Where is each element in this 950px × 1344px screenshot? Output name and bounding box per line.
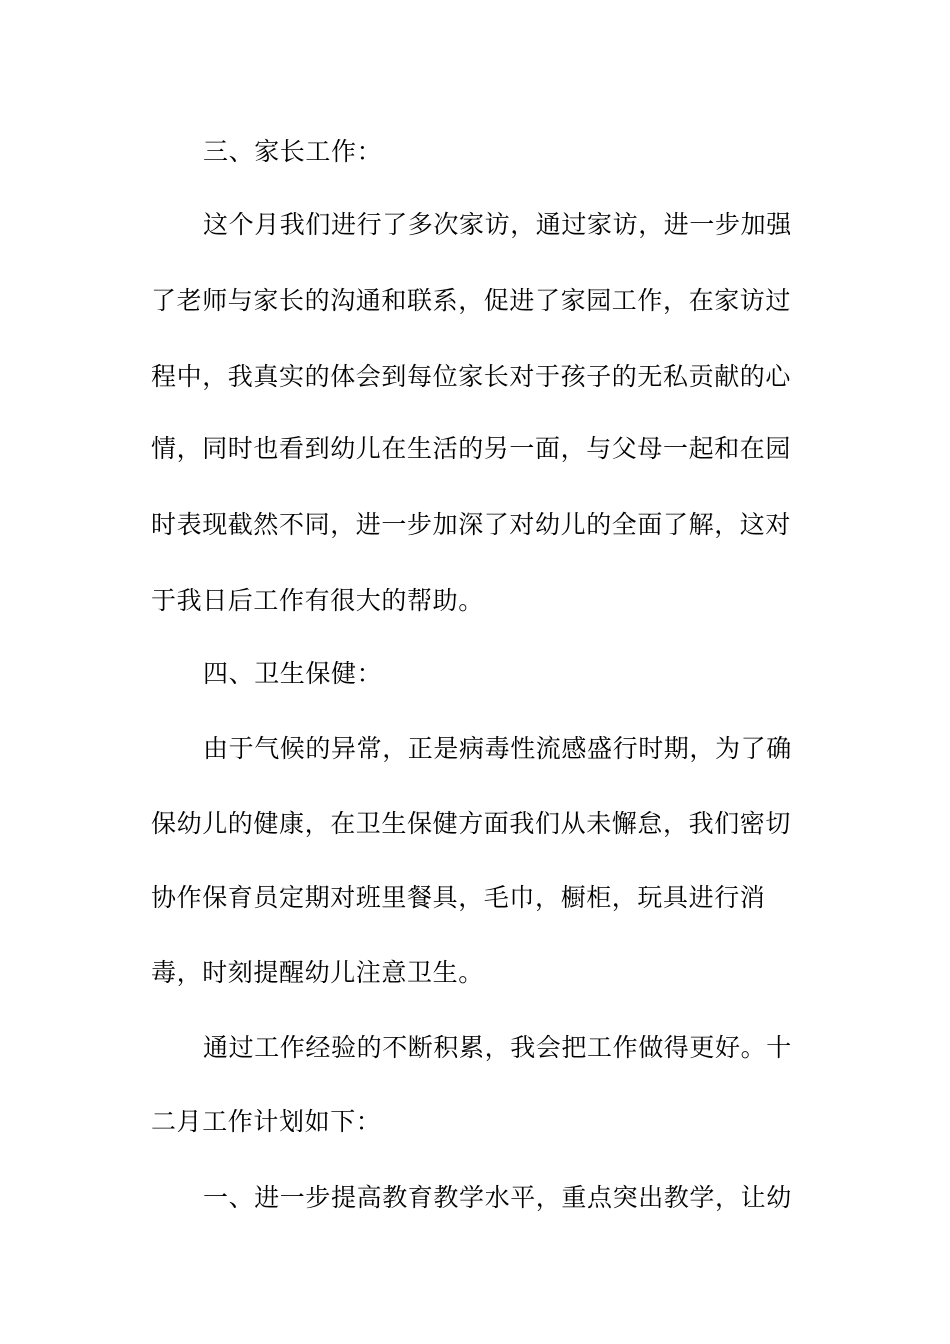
paragraph-line: 协作保育员定期对班里餐具，毛巾，橱柜，玩具进行消 xyxy=(151,883,766,912)
paragraph-line: 由于气候的异常，正是病毒性流感盛行时期，为了确 xyxy=(203,734,792,763)
paragraph-line: 通过工作经验的不断积累，我会把工作做得更好。十 xyxy=(203,1033,792,1062)
section-heading-health-care: 四、卫生保健： xyxy=(203,659,383,688)
paragraph-line: 二月工作计划如下： xyxy=(151,1107,382,1136)
paragraph-line: 程中，我真实的体会到每位家长对于孩子的无私贡献的心 xyxy=(151,362,792,391)
paragraph-line: 保幼儿的健康，在卫生保健方面我们从未懈怠，我们密切 xyxy=(151,809,792,838)
section-heading-parent-work: 三、家长工作： xyxy=(203,137,383,166)
paragraph-line: 毒，时刻提醒幼儿注意卫生。 xyxy=(151,958,484,987)
paragraph-line: 了老师与家长的沟通和联系，促进了家园工作，在家访过 xyxy=(151,286,792,315)
paragraph-line: 时表现截然不同，进一步加深了对幼儿的全面了解，这对 xyxy=(151,510,792,539)
paragraph-line: 这个月我们进行了多次家访，通过家访，进一步加强 xyxy=(203,210,792,239)
paragraph-line: 一、进一步提高教育教学水平，重点突出教学，让幼 xyxy=(203,1183,792,1212)
paragraph-line: 情，同时也看到幼儿在生活的另一面，与父母一起和在园 xyxy=(151,434,792,463)
paragraph-line: 于我日后工作有很大的帮助。 xyxy=(151,586,484,615)
